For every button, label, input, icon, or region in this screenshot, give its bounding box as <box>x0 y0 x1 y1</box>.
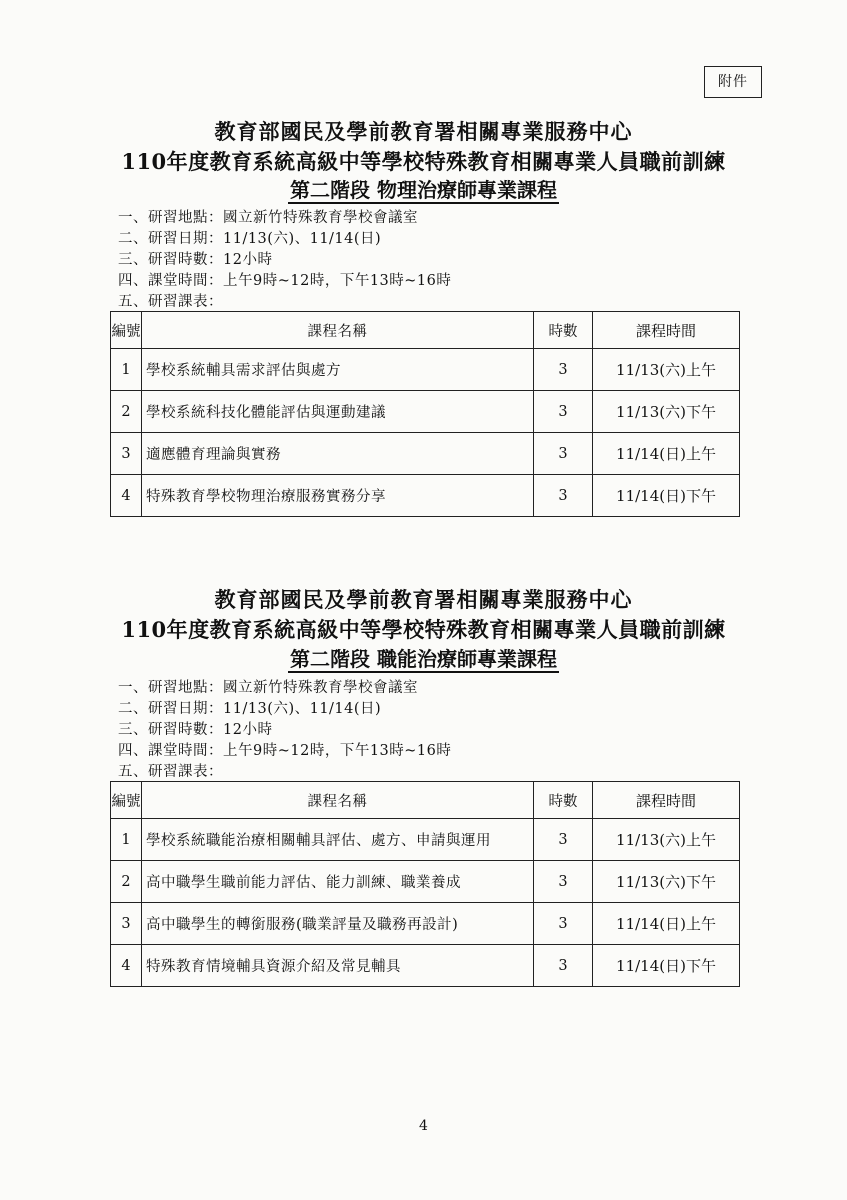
row-no: 3 <box>111 433 142 475</box>
info-schedule-label: 五、研習課表： <box>118 294 223 310</box>
row-time: 11/14(日)下午 <box>593 475 740 517</box>
row-course-name: 學校系統職能治療相關輔具評估、處方、申請與運用 <box>142 819 534 861</box>
row-hours: 3 <box>534 903 593 945</box>
row-hours: 3 <box>534 391 593 433</box>
info-location: 一、研習地點：國立新竹特殊教育學校會議室 <box>118 210 418 226</box>
row-course-name: 高中職學生職前能力評估、能力訓練、職業養成 <box>142 861 534 903</box>
row-hours: 3 <box>534 433 593 475</box>
row-hours: 3 <box>534 475 593 517</box>
info-location: 一、研習地點：國立新竹特殊教育學校會議室 <box>118 680 418 696</box>
header-no: 編號 <box>111 312 142 349</box>
info-hours: 三、研習時數：12小時 <box>118 722 273 738</box>
table-row <box>111 945 740 987</box>
row-course-name: 特殊教育學校物理治療服務實務分享 <box>142 475 534 517</box>
row-hours: 3 <box>534 861 593 903</box>
row-no: 1 <box>111 349 142 391</box>
info-class-time: 四、課堂時間：上午9時~12時，下午13時~16時 <box>118 273 452 289</box>
section-title-course <box>0 174 847 203</box>
header-course-name: 課程名稱 <box>142 782 534 819</box>
section-title-training: 110年度教育系統高級中等學校特殊教育相關專業人員職前訓練 <box>121 617 726 642</box>
row-no: 4 <box>111 945 142 987</box>
schedule-table <box>110 781 740 987</box>
info-class-time: 四、課堂時間：上午9時~12時，下午13時~16時 <box>118 743 452 759</box>
row-time: 11/14(日)上午 <box>593 433 740 475</box>
section-title-training: 110年度教育系統高級中等學校特殊教育相關專業人員職前訓練 <box>121 149 726 174</box>
table-header-row <box>111 782 740 819</box>
row-hours: 3 <box>534 945 593 987</box>
section-title-center: 教育部國民及學前教育署相關專業服務中心 <box>214 587 633 612</box>
header-hours: 時數 <box>534 312 593 349</box>
row-hours: 3 <box>534 349 593 391</box>
row-no: 2 <box>111 861 142 903</box>
row-course-name: 學校系統輔具需求評估與處方 <box>142 349 534 391</box>
header-hours: 時數 <box>534 782 593 819</box>
info-date: 二、研習日期：11/13(六)、11/14(日) <box>118 701 382 717</box>
table-row <box>111 819 740 861</box>
section-title-center: 教育部國民及學前教育署相關專業服務中心 <box>214 119 633 144</box>
row-time: 11/13(六)下午 <box>593 861 740 903</box>
row-time: 11/13(六)上午 <box>593 819 740 861</box>
row-no: 3 <box>111 903 142 945</box>
header-time: 課程時間 <box>593 312 740 349</box>
header-no: 編號 <box>111 782 142 819</box>
table-header-row <box>111 312 740 349</box>
table-row <box>111 903 740 945</box>
header-time: 課程時間 <box>593 782 740 819</box>
table-row <box>111 861 740 903</box>
table-row <box>111 433 740 475</box>
row-course-name: 學校系統科技化體能評估與運動建議 <box>142 391 534 433</box>
header-course-name: 課程名稱 <box>142 312 534 349</box>
row-no: 2 <box>111 391 142 433</box>
attachment-label: 附件 <box>704 66 762 98</box>
info-schedule-label: 五、研習課表： <box>118 764 223 780</box>
page-number: 4 <box>419 1118 428 1134</box>
table-row <box>111 349 740 391</box>
row-time: 11/13(六)上午 <box>593 349 740 391</box>
row-time: 11/14(日)上午 <box>593 903 740 945</box>
row-hours: 3 <box>534 819 593 861</box>
row-no: 1 <box>111 819 142 861</box>
row-time: 11/13(六)下午 <box>593 391 740 433</box>
section-title-course-text: 第二階段 職能治療師專業課程 <box>290 647 557 671</box>
schedule-table <box>110 311 740 517</box>
row-course-name: 高中職學生的轉銜服務(職業評量及職務再設計) <box>142 903 534 945</box>
table-row <box>111 475 740 517</box>
table-row <box>111 391 740 433</box>
row-time: 11/14(日)下午 <box>593 945 740 987</box>
info-date: 二、研習日期：11/13(六)、11/14(日) <box>118 231 382 247</box>
row-no: 4 <box>111 475 142 517</box>
row-course-name: 適應體育理論與實務 <box>142 433 534 475</box>
row-course-name: 特殊教育情境輔具資源介紹及常見輔具 <box>142 945 534 987</box>
section-title-course <box>0 643 847 672</box>
info-hours: 三、研習時數：12小時 <box>118 252 273 268</box>
section-title-course-text: 第二階段 物理治療師專業課程 <box>290 178 557 202</box>
